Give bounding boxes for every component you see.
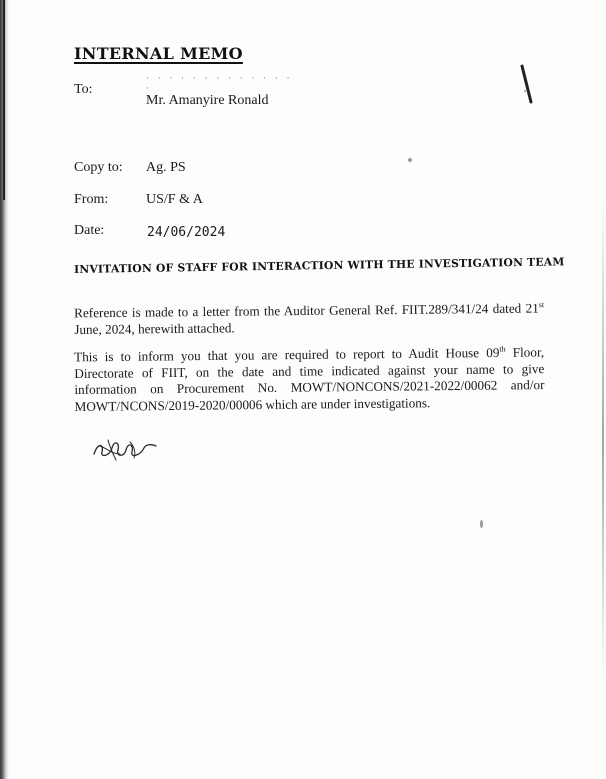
scan-speck <box>524 90 526 92</box>
memo-subject: INVITATION OF STAFF FOR INTERACTION WITH THE INVESTIGATION TEAM <box>74 255 565 276</box>
reference-paragraph-text-end: June, 2024, herewith attached. <box>74 320 235 337</box>
reference-paragraph <box>74 297 544 338</box>
to-label: To: <box>74 82 93 97</box>
from-value: US/F & A <box>146 192 203 207</box>
reference-paragraph-text: Reference is made to a letter from the Auditor General Ref. FIIT.289/341/24 dated 21 <box>74 300 539 321</box>
copy-to-label: Copy to: <box>74 160 123 175</box>
ordinal-suffix: st <box>538 300 545 310</box>
redacted-line: · · · · · · · · · · · · · · <box>146 74 293 94</box>
date-label: Date: <box>74 223 105 238</box>
date-value: 24/06/2024 <box>147 225 226 240</box>
instruction-paragraph-text-end: Floor, Directorate of FIIT, on the date and time indicated against your name to give information on Procurement No. MOWT/NONCONS/2021-2022/00062 and/or MOWT/NCONS/2019-2020/00006 which are under investigations. <box>74 344 545 414</box>
scan-edge-shadow <box>602 200 604 680</box>
from-label: From: <box>74 192 109 207</box>
to-value: Mr. Amanyire Ronald <box>146 93 269 108</box>
pen-stroke-mark <box>520 64 533 104</box>
scan-binding-edge <box>0 0 9 779</box>
copy-to-value: Ag. PS <box>146 160 186 175</box>
instruction-paragraph <box>74 341 545 415</box>
instruction-paragraph-text: This is to inform you that you are required to report to Audit House 09 <box>74 344 500 365</box>
memo-title: INTERNAL MEMO <box>74 44 243 63</box>
scan-speck <box>480 520 483 528</box>
ordinal-suffix: th <box>499 344 506 354</box>
scan-speck <box>408 158 412 162</box>
handwritten-signature-icon <box>90 432 160 464</box>
